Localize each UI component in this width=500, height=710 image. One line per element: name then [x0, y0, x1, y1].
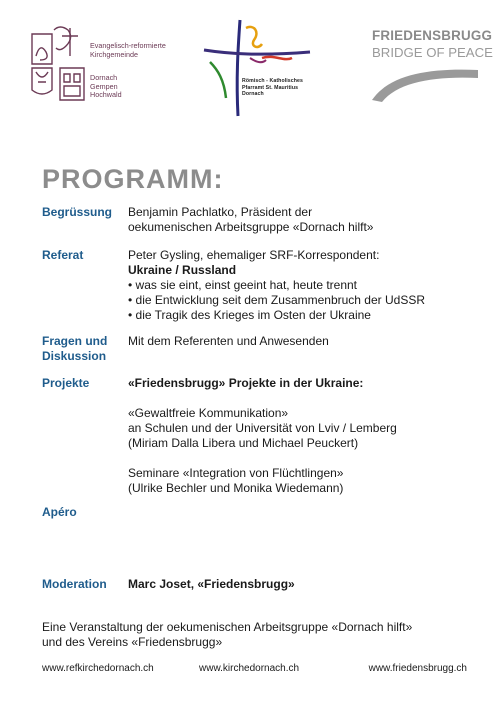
- org-name-line2: Kirchgemeinde: [90, 49, 138, 59]
- label-fragen-line2: Diskussion: [42, 349, 107, 363]
- org-name-line1: Evangelisch-reformierte: [90, 41, 166, 50]
- referat-speaker: Peter Gysling, ehemaliger SRF-Korrespondent:: [128, 248, 380, 262]
- begruessung-line: Benjamin Pachlatko, Präsident der: [128, 205, 313, 219]
- parish-line1: Römisch - Katholisches: [242, 78, 304, 84]
- moderation-text: Marc Joset, «Friedensbrugg»: [128, 577, 295, 591]
- projekte-title: «Friedensbrugg» Projekte in der Ukraine:: [128, 376, 364, 390]
- friedensbrugg-title: FRIEDENSBRUGG: [372, 28, 493, 43]
- label-begruessung: Begrüssung: [42, 205, 113, 219]
- link-refkirche[interactable]: www.refkirchedornach.ch: [42, 663, 154, 674]
- friedensbrugg-subtitle: BRIDGE OF PEACE: [372, 45, 493, 60]
- organizer-line: und des Vereins «Friedensbrugg»: [42, 635, 223, 649]
- place-dornach: Dornach: [90, 73, 118, 82]
- fragen-text: Mit dem Referenten und Anwesenden: [128, 334, 329, 348]
- projekt-line: Seminare «Integration von Flüchtlingen»: [128, 466, 344, 480]
- church-emblem-icon: [30, 24, 90, 108]
- label-referat: Referat: [42, 248, 84, 262]
- friedensbrugg-logo: [370, 24, 493, 104]
- projekt-line: (Ulrike Bechler und Monika Wiedemann): [128, 481, 344, 495]
- reformiert-logo: [30, 24, 180, 108]
- projekt-line: (Miriam Dalla Libera und Michael Peuckert): [128, 436, 359, 450]
- parish-line2: Pfarramt St. Mauritius: [242, 84, 299, 91]
- label-projekte: Projekte: [42, 376, 90, 390]
- referat-bullet: • die Tragik des Krieges im Osten der Ukraine: [128, 308, 371, 322]
- begruessung-line: oekumenischen Arbeitsgruppe «Dornach hilft»: [128, 220, 374, 234]
- cross-emblem-icon: [200, 18, 330, 118]
- label-moderation: Moderation: [42, 577, 107, 591]
- place-hochwald: Hochwald: [90, 90, 122, 100]
- bridge-icon: [370, 62, 480, 104]
- label-apero: Apéro: [42, 505, 77, 519]
- referat-bullet: • was sie eint, einst geeint hat, heute trennt: [128, 278, 358, 292]
- referat-title: Ukraine / Russland: [128, 263, 237, 277]
- label-fragen-line1: Fragen und: [42, 334, 108, 348]
- katholisch-logo: [200, 18, 330, 118]
- projekt-line: an Schulen und der Universität von Lviv / Lemberg: [128, 421, 397, 435]
- link-kirche[interactable]: www.kirchedornach.ch: [199, 663, 300, 674]
- parish-line3: Dornach: [242, 91, 264, 98]
- organizer-line: Eine Veranstaltung der oekumenischen Arbeitsgruppe «Dornach hilft»: [42, 620, 413, 634]
- referat-bullet: • die Entwicklung seit dem Zusammenbruch der UdSSR: [128, 293, 425, 307]
- projekt-line: «Gewaltfreie Kommunikation»: [128, 406, 289, 420]
- link-friedensbrugg[interactable]: www.friedensbrugg.ch: [368, 663, 467, 674]
- organizer-note: [42, 620, 412, 650]
- page-title: PROGRAMM:: [42, 164, 224, 194]
- place-gempen: Gempen: [90, 81, 118, 91]
